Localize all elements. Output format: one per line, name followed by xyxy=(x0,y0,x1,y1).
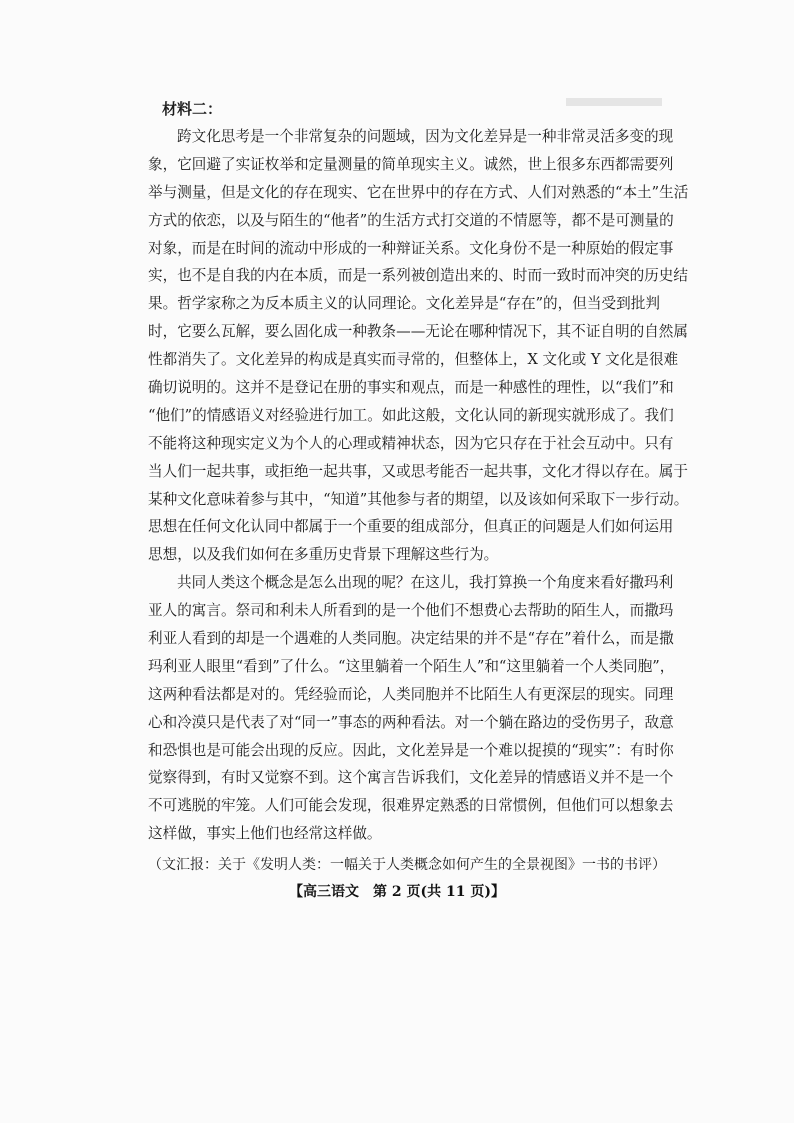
paragraph-2 xyxy=(148,569,675,848)
text-line: 玛利亚人眼里“看到”了什么。“这里躺着一个陌生人”和“这里躺着一个人类同胞”， xyxy=(148,657,675,675)
source-citation: （文汇报：关于《发明人类：一幅关于人类概念如何产生的全景视图》一书的书评） xyxy=(148,857,666,874)
text-line: “他们”的情感语义对经验进行加工。如此这般，文化认同的新现实就形成了。我们 xyxy=(148,406,674,424)
text-line: 实，也不是自我的内在本质，而是一系列被创造出来的、时而一致时而冲突的历史结 xyxy=(148,267,688,285)
text-line: 心和冷漠只是代表了对“同一”事态的两种看法。对一个躺在路边的受伤男子，敌意 xyxy=(148,713,674,731)
text-line: 方式的依恋，以及与陌生的“他者”的生活方式打交道的不情愿等，都不是可测量的 xyxy=(148,211,674,229)
text-line: 象，它回避了实证枚举和定量测量的简单现实主义。诚然，世上很多东西都需要列 xyxy=(148,155,674,173)
text-line: 思想，以及我们如何在多重历史背景下理解这些行为。 xyxy=(148,546,499,564)
text-line: 利亚人看到的却是一个遇难的人类同胞。决定结果的并不是“存在”着什么，而是撒 xyxy=(148,630,674,648)
text-line: 当人们一起共事，或拒绝一起共事，又或思考能否一起共事，文化才得以存在。属于 xyxy=(148,462,688,480)
text-line: 不能将这种现实定义为个人的心理或精神状态，因为它只存在于社会互动中。只有 xyxy=(148,434,674,452)
text-line: 果。哲学家称之为反本质主义的认同理论。文化差异是“存在”的，但当受到批判 xyxy=(148,295,660,313)
text-line: 对象，而是在时间的流动中形成的一种辩证关系。文化身份不是一种原始的假定事 xyxy=(148,239,674,257)
text-line: 确切说明的。这并不是登记在册的事实和观点，而是一种感性的理性，以“我们”和 xyxy=(148,379,674,397)
material-heading: 材料二： xyxy=(162,100,223,118)
text-line: 觉察得到，有时又觉察不到。这个寓言告诉我们，文化差异的情感语义并不是一个 xyxy=(148,769,674,787)
reading-material xyxy=(148,95,689,878)
text-line: 这样做，事实上他们也经常这样做。 xyxy=(148,825,382,843)
text-line: 共同人类这个概念是怎么出现的呢？在这儿，我打算换一个角度来看好撒玛利 xyxy=(177,574,674,592)
text-line: 这两种看法都是对的。凭经验而论，人类同胞并不比陌生人有更深层的现实。同理 xyxy=(148,685,674,703)
text-line: 亚人的寓言。祭司和利未人所看到的是一个他们不想费心去帮助的陌生人，而撒玛 xyxy=(148,602,674,620)
text-line: 举与测量，但是文化的存在现实、它在世界中的存在方式、人们对熟悉的“本土”生活 xyxy=(148,183,689,201)
paragraph-1 xyxy=(148,123,689,569)
text-line: 性都消失了。文化差异的构成是真实而寻常的，但整体上，X 文化或 Y 文化是很难 xyxy=(148,351,679,369)
text-line: 不可逃脱的牢笼。人们可能会发现，很难界定熟悉的日常惯例，但他们可以想象去 xyxy=(148,797,674,815)
text-line: 某种文化意味着参与其中，“知道”其他参与者的期望，以及该如何采取下一步行动。 xyxy=(148,490,689,508)
page-footer: 【高三语文 第 2 页(共 11 页)】 xyxy=(289,884,505,900)
text-line: 跨文化思考是一个非常复杂的问题域，因为文化差异是一种非常灵活多变的现 xyxy=(177,128,674,145)
text-line: 和恐惧也是可能会出现的反应。因此，文化差异是一个难以捉摸的“现实”：有时你 xyxy=(148,741,674,759)
text-line: 思想在任何文化认同中都属于一个重要的组成部分，但真正的问题是人们如何运用 xyxy=(148,518,674,536)
text-line: 时，它要么瓦解，要么固化成一种教条——无论在哪种情况下，其不证自明的自然属 xyxy=(148,323,688,341)
